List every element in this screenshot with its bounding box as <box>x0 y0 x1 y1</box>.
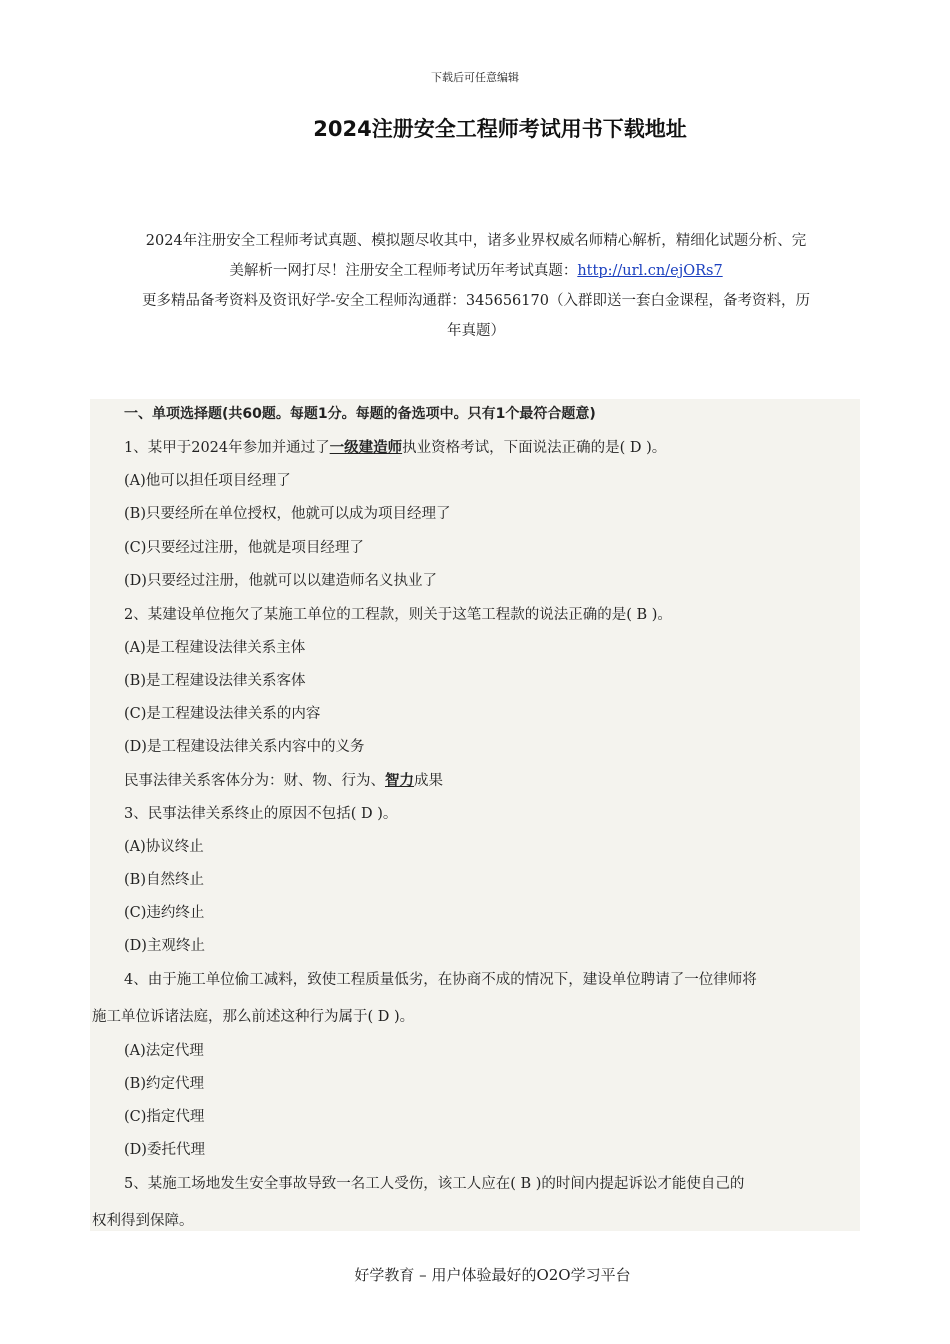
page-title: 2024注册安全工程师考试用书下载地址 <box>313 117 687 141</box>
option: (A)法定代理 <box>124 1043 204 1059</box>
option: (B)自然终止 <box>124 872 204 888</box>
option: (B)是工程建设法律关系客体 <box>124 673 306 689</box>
intro-line: 年真题） <box>447 323 505 339</box>
underlined-term: 智力 <box>385 773 414 789</box>
option: (D)是工程建设法律关系内容中的义务 <box>124 739 365 755</box>
intro-text: 美解析一网打尽！注册安全工程师考试历年考试真题： <box>229 263 578 279</box>
exam-link[interactable]: http://url.cn/ejORs7 <box>577 263 723 279</box>
note-text: 成果 <box>414 773 443 789</box>
option: (D)委托代理 <box>124 1142 205 1158</box>
question-stem: 3、民事法律关系终止的原因不包括( D )。 <box>124 806 398 822</box>
question-stem: 4、由于施工单位偷工减料，致使工程质量低劣，在协商不成的情况下，建设单位聘请了一位律师将 <box>124 972 757 988</box>
underlined-term: 一级建造师 <box>329 440 403 456</box>
note-text: 民事法律关系客体分为：财、物、行为、 <box>124 773 385 789</box>
option: (B)只要经所在单位授权，他就可以成为项目经理了 <box>124 506 451 522</box>
option: (D)主观终止 <box>124 938 205 954</box>
option: (B)约定代理 <box>124 1076 204 1092</box>
question-stem <box>124 436 666 457</box>
option: (C)指定代理 <box>124 1109 205 1125</box>
section-heading: 一、单项选择题(共60题。每题1分。每题的备选项中。只有1个最符合题意) <box>124 406 596 422</box>
question-stem: 2、某建设单位拖欠了某施工单位的工程款，则关于这笔工程款的说法正确的是( B )。 <box>124 607 672 623</box>
header-note: 下载后可任意编辑 <box>431 71 519 84</box>
stem-text: 1、某甲于2024年参加并通过了 <box>124 440 330 456</box>
question-stem: 5、某施工场地发生安全事故导致一名工人受伤，该工人应在( B )的时间内提起诉讼才能使自己的 <box>124 1176 745 1192</box>
question-stem: 施工单位诉诸法庭，那么前述这种行为属于( D )。 <box>92 1009 415 1025</box>
intro-block <box>92 226 860 346</box>
stem-text: 执业资格考试，下面说法正确的是( D )。 <box>402 440 667 456</box>
option: (A)他可以担任项目经理了 <box>124 473 291 489</box>
question-stem: 权利得到保障。 <box>92 1213 194 1229</box>
explanation-note <box>124 769 443 790</box>
intro-line <box>92 256 860 286</box>
option: (A)是工程建设法律关系主体 <box>124 640 306 656</box>
intro-line: 更多精品备考资料及资讯好学-安全工程师沟通群：345656170（入群即送一套白金课程，备考资料，历 <box>142 293 810 309</box>
option: (C)只要经过注册，他就是项目经理了 <box>124 540 364 556</box>
option: (D)只要经过注册，他就可以以建造师名义执业了 <box>124 573 437 589</box>
footer-text: 好学教育 – 用户体验最好的O2O学习平台 <box>354 1266 631 1284</box>
option: (C)违约终止 <box>124 905 205 921</box>
option: (A)协议终止 <box>124 839 204 855</box>
option: (C)是工程建设法律关系的内容 <box>124 706 321 722</box>
intro-line: 2024年注册安全工程师考试真题、模拟题尽收其中，诸多业界权威名师精心解析，精细化试题分析、完 <box>145 233 807 249</box>
